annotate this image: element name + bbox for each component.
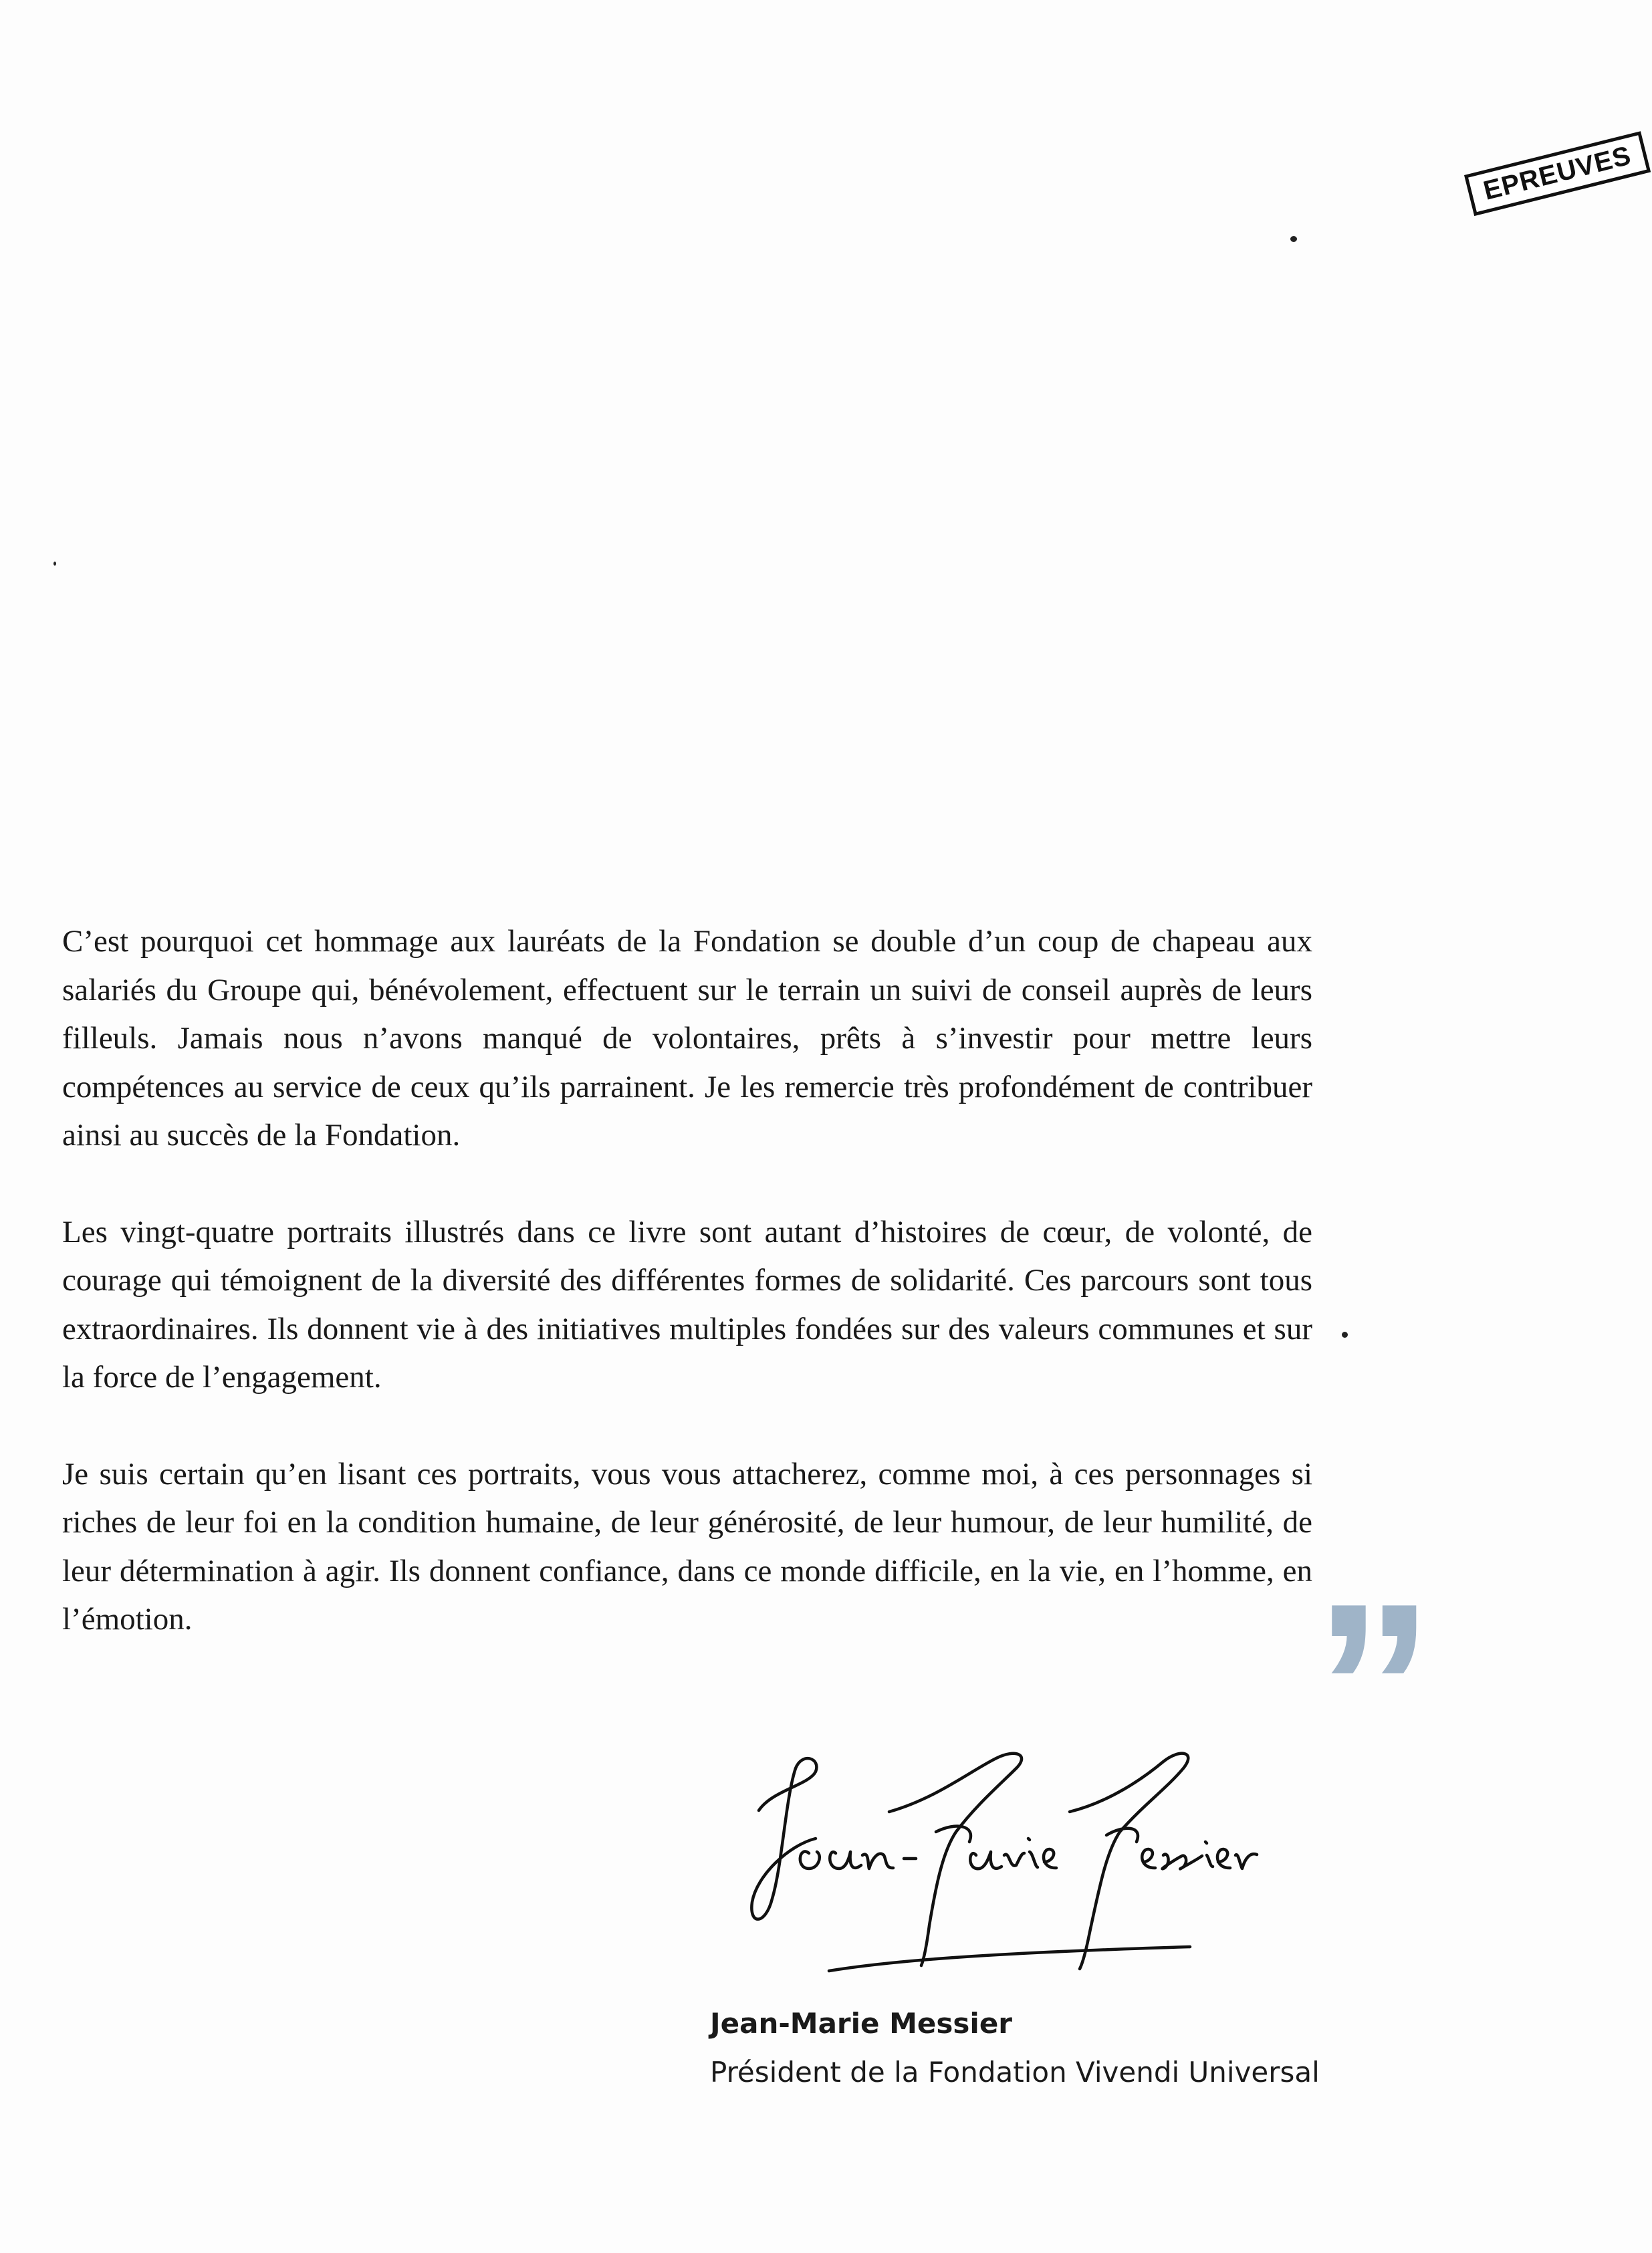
- letter-paragraph-2: Les vingt-quatre portraits illustrés dans ce livre sont autant d’histoires de cœur, de volonté, de courage qui témoignent de la diversité des différentes formes de solidarité. Ces parcours sont tous extraordinaires. Ils donnent vie à des initiatives multiples fondées sur des valeurs communes et sur la force de l’engagement.: [62, 1214, 1312, 1395]
- print-speck: [1290, 236, 1297, 242]
- print-speck: [1342, 1332, 1348, 1338]
- letter-paragraph-3: Je suis certain qu’en lisant ces portraits, vous vous attacherez, comme moi, à ces personnages si riches de leur foi en la condition humaine, de leur générosité, de leur humour, de leur humilité, de leur détermination à agir. Ils donnent confiance, dans ce monde difficile, en la vie, en l’homme, en l’émotion.: [62, 1456, 1312, 1637]
- letter-body: [62, 917, 1312, 1692]
- proof-stamp: EPREUVES: [1464, 131, 1651, 216]
- signatory-title: Président de la Fondation Vivendi Universal: [710, 2056, 1320, 2089]
- handwritten-signature: [735, 1732, 1284, 1992]
- signatory-name: Jean-Marie Messier: [710, 2007, 1013, 2040]
- print-speck: [53, 562, 56, 566]
- letter-paragraph-1: C’est pourquoi cet hommage aux lauréats de la Fondation se double d’un coup de chapeau aux salariés du Groupe qui, bénévolement, effectuent sur le terrain un suivi de conseil auprès de leurs filleuls. Jamais nous n’avons manqué de volontaires, prêts à s’investir pour mettre leurs compétences au service de ceux qu’ils parrainent. Je les remercie très profondément de contribuer ainsi au succès de la Fondation.: [62, 924, 1312, 1153]
- closing-quote-mark: ”: [1314, 1554, 1422, 1822]
